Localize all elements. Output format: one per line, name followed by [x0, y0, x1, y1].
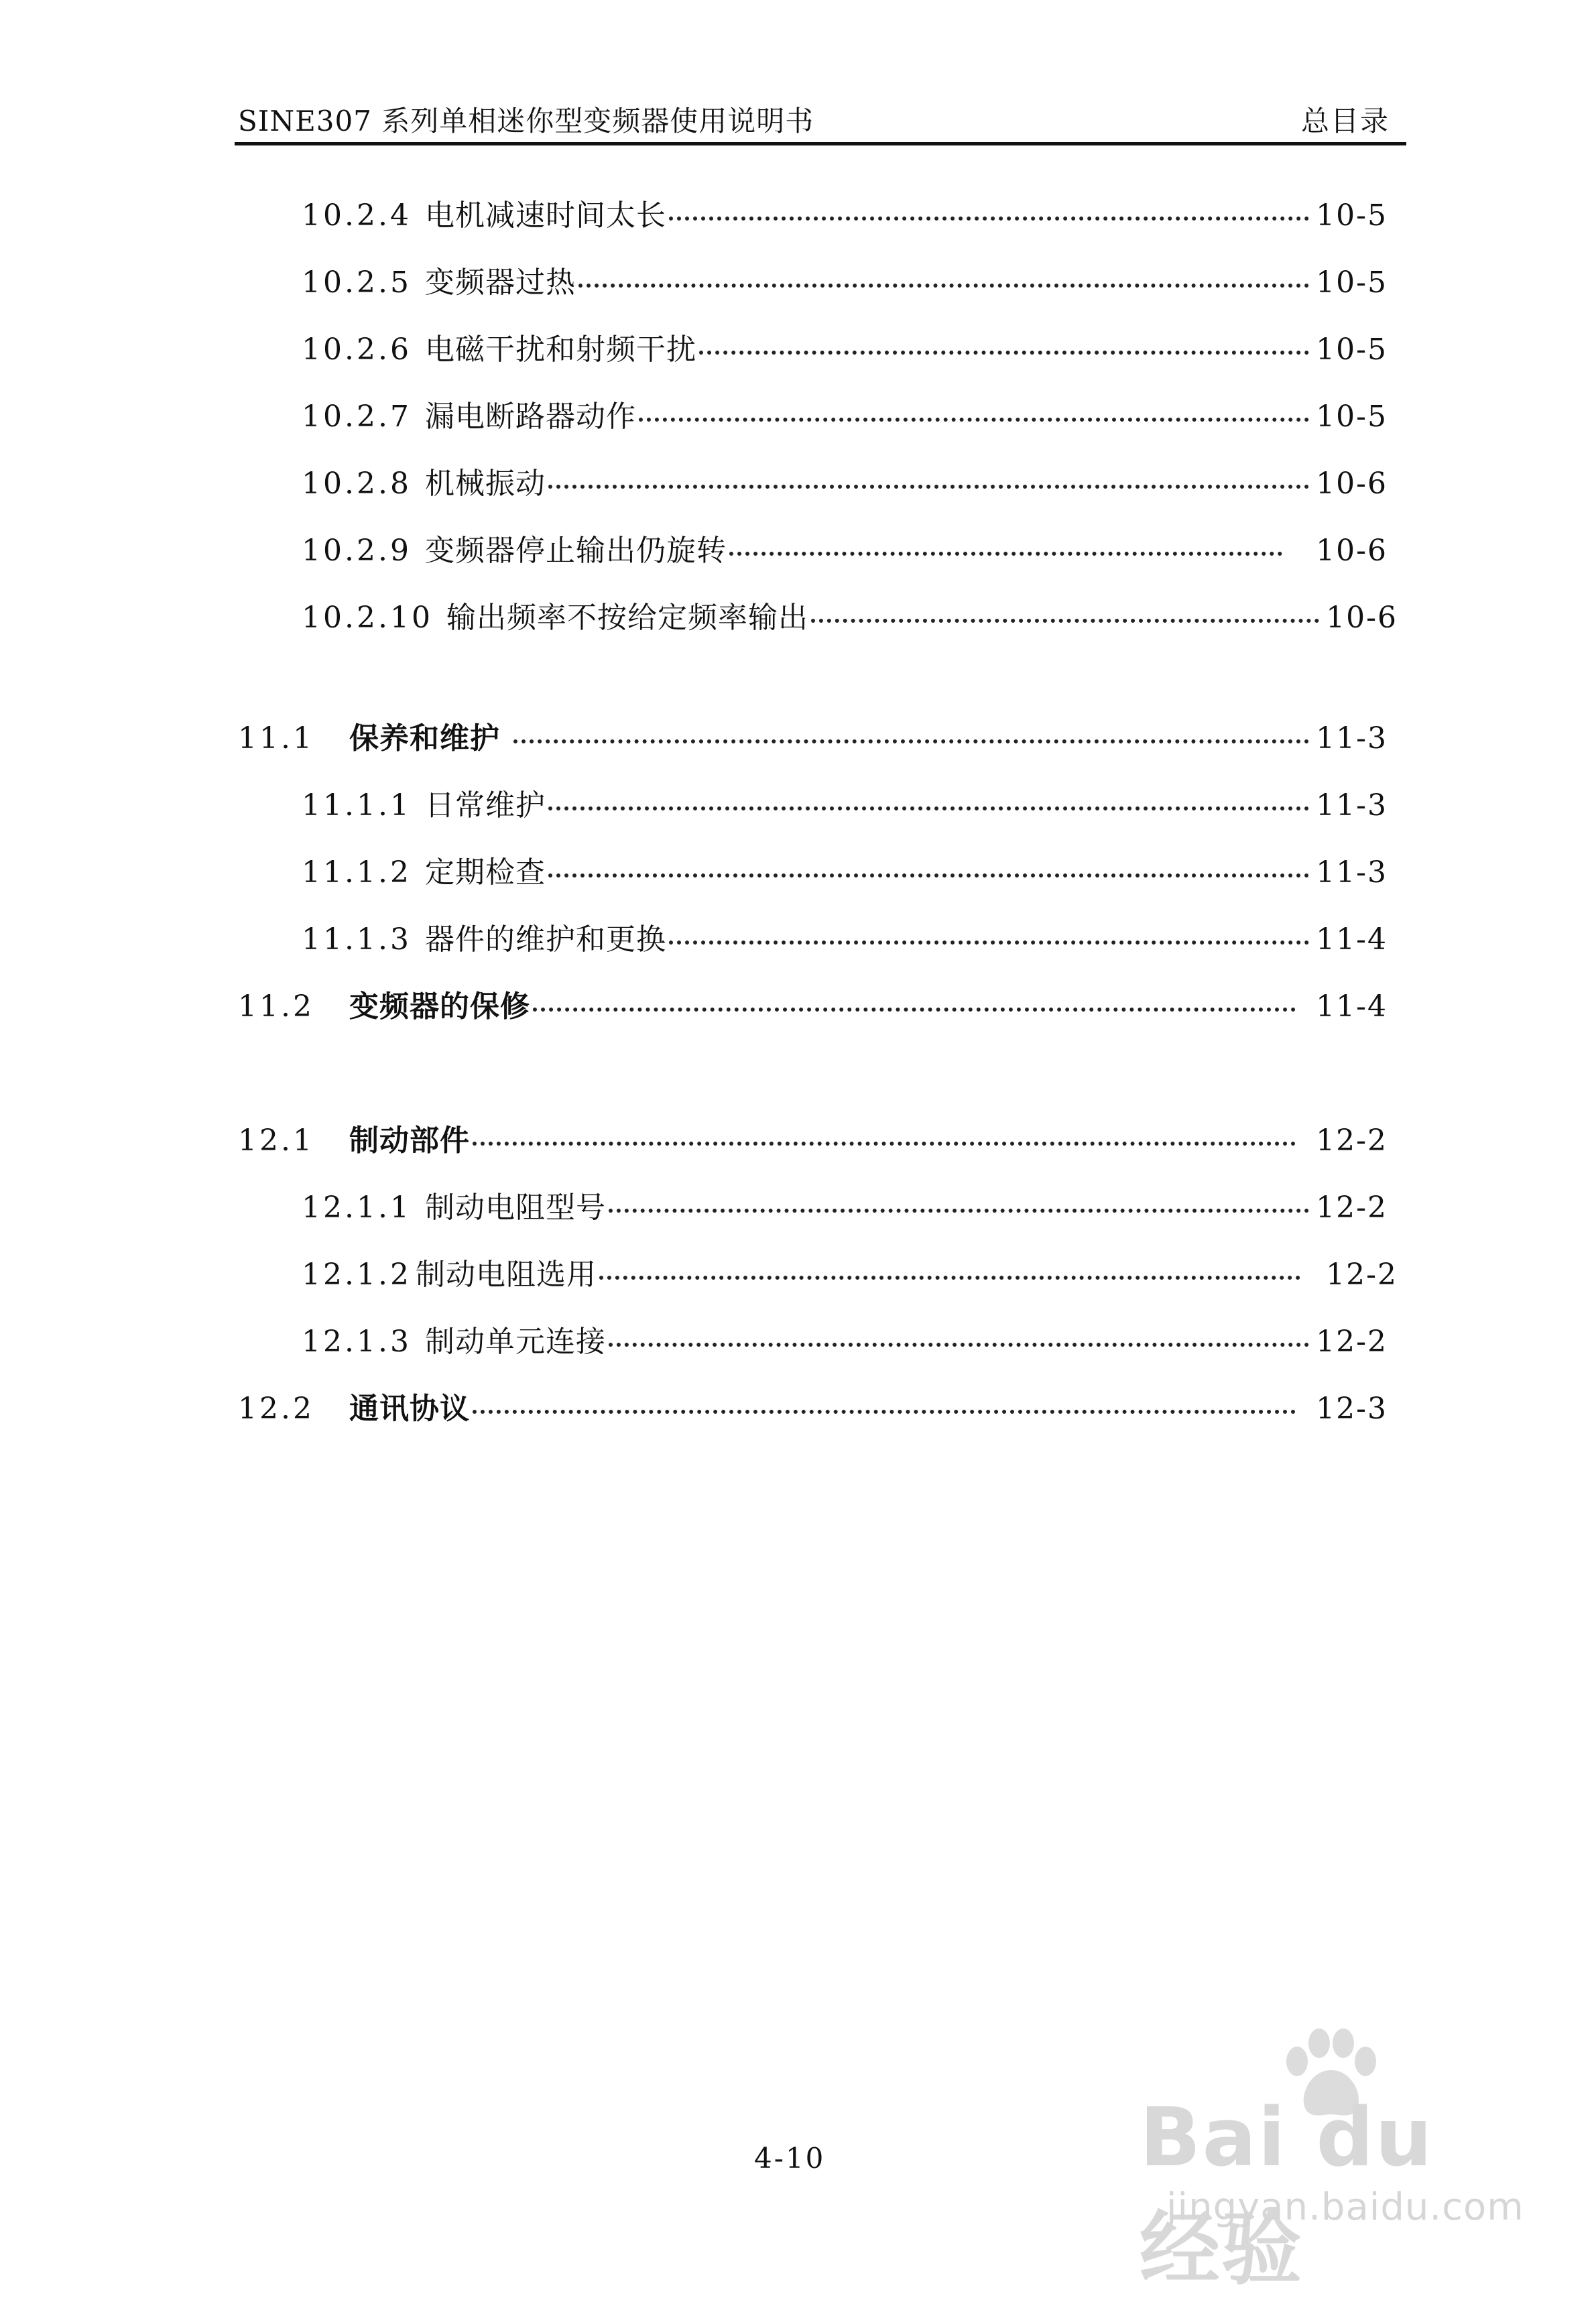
toc-entry-page: 11-3	[1316, 721, 1388, 755]
toc-entry-number: 10.2.5	[302, 265, 412, 300]
toc-entry-title: 日常维护	[424, 788, 546, 823]
dot-leader	[599, 1276, 1300, 1280]
toc-entry-title: 变频器过热	[424, 265, 576, 300]
toc-entry[interactable]	[302, 198, 1388, 233]
toc-entry-major[interactable]	[238, 721, 1388, 755]
toc-entry[interactable]	[302, 332, 1388, 367]
toc-entry-title: 变频器的保修	[349, 989, 530, 1024]
toc-entry-number: 12.1.3	[302, 1325, 412, 1359]
toc-entry-page: 10-5	[1316, 198, 1388, 233]
toc-entry[interactable]	[302, 1260, 1398, 1290]
toc-entry-major[interactable]	[238, 1126, 1388, 1156]
dot-leader	[639, 418, 1309, 422]
toc-entry-title: 制动部件	[349, 1124, 470, 1158]
page-number: 4-10	[754, 2142, 826, 2175]
dot-leader	[729, 552, 1282, 556]
toc-entry[interactable]	[302, 922, 1388, 957]
toc-entry[interactable]	[302, 1327, 1388, 1357]
dot-leader	[578, 284, 1309, 288]
document-title: SINE307 系列单相迷你型变频器使用说明书	[238, 105, 814, 137]
toc-entry-page: 12-2	[1316, 1124, 1388, 1158]
toc-entry-number: 10.2.8	[302, 467, 412, 501]
toc-entry[interactable]	[302, 855, 1388, 890]
toc-entry-title: 制动电阻型号	[424, 1191, 606, 1225]
toc-entry[interactable]	[302, 469, 1388, 499]
dot-leader	[473, 1410, 1296, 1414]
dot-leader	[669, 941, 1309, 945]
toc-entry-number: 12.1	[238, 1124, 314, 1158]
toc-entry[interactable]	[302, 402, 1388, 432]
dot-leader	[699, 351, 1309, 355]
toc-entry-major[interactable]	[238, 1394, 1388, 1424]
toc-entry-page: 12-3	[1316, 1392, 1388, 1426]
toc-entry-title: 器件的维护和更换	[424, 922, 666, 957]
toc-entry-page: 10-5	[1316, 332, 1388, 367]
toc-entry-number: 10.2.4	[302, 198, 412, 233]
toc-entry-number: 10.2.9	[302, 534, 412, 568]
toc-entry-title: 漏电断路器动作	[424, 400, 636, 434]
toc-entry-title: 电磁干扰和射频干扰	[424, 332, 696, 367]
dot-leader	[533, 1008, 1296, 1012]
toc-entry-page: 11-4	[1316, 922, 1388, 957]
dot-leader	[609, 1343, 1309, 1347]
toc-entry-number: 10.2.7	[302, 400, 412, 434]
toc-entry-number: 11.1.1	[302, 788, 412, 823]
toc-entry-number: 11.1.3	[302, 922, 412, 957]
toc-entry-number: 11.1.2	[302, 855, 412, 890]
section-title: 总目录	[1300, 105, 1390, 137]
toc-entry-page: 12-2	[1316, 1325, 1388, 1359]
dot-leader	[669, 217, 1309, 221]
dot-leader	[548, 873, 1309, 877]
toc-entry-page: 10-6	[1316, 467, 1388, 501]
dot-leader	[473, 1142, 1296, 1146]
toc-entry-page: 11-3	[1316, 855, 1388, 890]
watermark-url: jingyan.baidu.com	[1166, 2185, 1524, 2229]
toc-entry-number: 11.2	[238, 989, 314, 1024]
toc-entry-page: 11-3	[1316, 788, 1388, 823]
toc-entry[interactable]	[302, 1193, 1388, 1223]
toc-entry-page: 10-5	[1316, 265, 1388, 300]
toc-entry-title: 输出频率不按给定频率输出	[446, 601, 808, 635]
dot-leader	[609, 1209, 1309, 1213]
dot-leader	[513, 739, 1309, 743]
toc-entry-number: 12.2	[238, 1392, 314, 1426]
toc-entry[interactable]	[302, 265, 1388, 300]
toc-entry-page: 10-6	[1316, 534, 1388, 568]
toc-entry-page: 11-4	[1316, 989, 1388, 1024]
toc-entry-title: 变频器停止输出仍旋转	[424, 534, 727, 568]
toc-entry-number: 10.2.10	[302, 601, 433, 635]
toc-entry-title: 通讯协议	[349, 1392, 470, 1426]
toc-entry-title: 保养和维护	[349, 721, 500, 755]
toc-entry-title: 机械振动	[424, 467, 546, 501]
toc-entry-title: 电机减速时间太长	[424, 198, 666, 233]
toc-entry[interactable]	[302, 788, 1388, 823]
toc-entry-number: 10.2.6	[302, 332, 412, 367]
toc-entry-page: 10-6	[1326, 601, 1398, 635]
toc-entry-number: 12.1.1	[302, 1191, 412, 1225]
toc-entry-page: 10-5	[1316, 400, 1388, 434]
toc-entry-page: 12-2	[1326, 1258, 1398, 1292]
dot-leader	[548, 485, 1309, 489]
watermark-logo: Bai du 经验	[1140, 2092, 1434, 2296]
toc-entry[interactable]	[302, 536, 1388, 566]
toc-entry-title: 制动单元连接	[424, 1325, 606, 1359]
toc-entry-page: 12-2	[1316, 1191, 1388, 1225]
dot-leader	[811, 619, 1319, 623]
toc-entry-number: 11.1	[238, 721, 314, 755]
toc-entry-title: 定期检查	[424, 855, 546, 890]
toc-entry-number: 12.1.2	[302, 1258, 412, 1292]
toc-entry[interactable]	[302, 603, 1398, 633]
baidu-jingyan-watermark	[1126, 2024, 1542, 2296]
toc-entry-title: 制动电阻选用	[415, 1258, 597, 1292]
dot-leader	[548, 806, 1309, 810]
toc-entry-major[interactable]	[238, 989, 1388, 1024]
